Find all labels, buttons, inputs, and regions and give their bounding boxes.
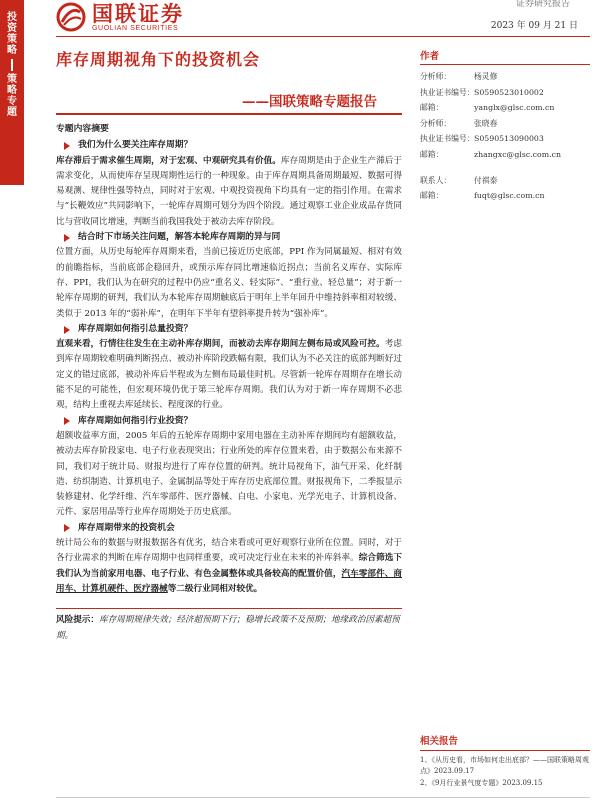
side-tab-char: 略: [7, 45, 17, 56]
brand-name-en: GUOLIAN SECURITIES: [92, 24, 179, 32]
related-report-link[interactable]: 2、《9月行业景气度专题》2023.09.15: [420, 778, 543, 787]
info-key: 邮箱：: [420, 103, 444, 113]
info-key: 执业证书编号：: [420, 87, 475, 97]
question-heading: 库存周期如何指引总量投资？: [56, 322, 402, 337]
logo-swirl-icon: [56, 2, 86, 32]
side-tab-divider: [11, 59, 13, 71]
triangle-bullet-icon: [64, 524, 70, 532]
report-body: [56, 122, 402, 644]
side-tab-char: 策: [7, 74, 17, 85]
paragraph: 库存滞后于需求催生周期，对于宏观、中观研究具有价值。库存周期是由于企业生产滞后于需求变化，从而使库存呈现周期性运行的一种现象。由于库存周期具备周期最短、数据可得易观测、规律性强等特点，同时对于宏观、中观投资视角下均具有一定的指引作用。在需求与“长鞭效应”共同影响下，一轮库存周期可划分为四个阶段。通过观察工业企业成品存货同比与营收同比增速，判断当前我国我处于被动去库存阶段。: [56, 155, 402, 227]
report-title: 库存周期视角下的投资机会: [56, 50, 261, 69]
info-value: 付祺泰: [474, 175, 498, 185]
info-key: 执业证书编号：: [420, 134, 475, 144]
author-info-row: [420, 100, 590, 116]
report-type-tag: 证券研究报告: [515, 0, 570, 9]
paragraph: 直观来看，行情往往发生在主动补库存期间，而被动去库存期间左侧布局或风险可控。考虑到库存周期较难明确判断拐点、被动补库阶段跌幅有限，我们认为不必关注的底部判断好过定义的错过底部，被动补库后半程或为左侧布局最佳时机。尽管新一轮库存周期存在增长动能不足的可能性，但宏观环境仍优于第三轮库存周期。我们认为对于新一库存周期不必悲观，结构上重视去库延续长、程度深的行业。: [56, 339, 402, 411]
author-info-row: [420, 147, 590, 163]
triangle-bullet-icon: [64, 326, 70, 334]
report-date: 2023 年 09 月 21 日: [490, 21, 578, 31]
paragraph: 超额收益率方面，2005 年后的五轮库存周期中家用电器在主动补库存期间均有超额收益，被动去库存阶段家电、电子行业表现突出；行业所处的库存位置来看，由于数据公布来源不同，我们对于统计局、财报均进行了库存位置的研判。统计局视角下，油气开采、化纤制造、纺织制造、计算机电子、金属制品等处于库存历史底部位置。财报视角下，二季报显示装修建材、化学纤维、汽车零部件、医疗器械、白电、小家电、光学光电子、计算机设备、元件、家居用品等行业库存周期处于历史底部。: [56, 430, 402, 518]
side-tab-char: 略: [7, 85, 17, 96]
info-value: 张晓春: [474, 118, 498, 128]
author-info-row: [420, 173, 590, 189]
title-divider: [56, 113, 402, 115]
info-value[interactable]: fuqt@glsc.com.cn: [474, 191, 545, 201]
side-tab-char: 策: [7, 34, 17, 45]
author-info-row: [420, 85, 590, 101]
section-label: 专题内容摘要: [56, 124, 109, 134]
author-info-row: [420, 116, 590, 132]
brand-logo: [56, 2, 184, 32]
triangle-bullet-icon: [64, 142, 70, 150]
question-heading: 库存周期如何指引行业投资？: [56, 414, 402, 429]
related-reports: [420, 736, 590, 789]
side-tab-char: 投: [7, 12, 17, 23]
info-value[interactable]: zhangxc@glsc.com.cn: [474, 149, 562, 159]
info-key: 邮箱：: [420, 149, 444, 159]
related-heading: 相关报告: [420, 736, 590, 751]
info-value[interactable]: yanglx@glsc.com.cn: [474, 103, 555, 113]
author-sidebar: [420, 48, 590, 204]
triangle-bullet-icon: [64, 417, 70, 425]
header-divider: [56, 36, 590, 37]
related-report-link[interactable]: 1、《从历史看，市场如何走出底部？——国联策略周观点》2023.09.17: [420, 755, 589, 776]
authors-heading: 作者: [420, 48, 590, 65]
info-key: 邮箱：: [420, 191, 444, 201]
side-tab-char: 专: [7, 96, 17, 107]
info-key: 分析师：: [420, 72, 452, 81]
side-tab-char: 资: [7, 23, 17, 34]
side-category-tab: [0, 0, 24, 185]
question-heading: 库存周期带来的投资机会: [56, 521, 402, 536]
brand-name-cn: 国联证券: [92, 0, 184, 26]
info-key: 联系人：: [420, 175, 452, 185]
paragraph: 统计局公布的数据与财报数据各有优劣，结合来看或可更好观察行业所在位置。同时，对于各行业需求的判断在库存周期中也同样重要，或可决定行业在未来的补库斜率。综合筛选下我们认为当前家用电器、电子行业、有色金属整体或具备较高的配置价值，汽车零部件、商用车、计算机硬件、医疗器械等二级行业同相对较优。: [56, 538, 402, 594]
info-key: 分析师：: [420, 118, 452, 128]
side-tab-char: 题: [7, 107, 17, 118]
author-info-row: [420, 188, 590, 204]
info-value: S0590523010002: [474, 87, 544, 97]
author-info-row: [420, 69, 590, 85]
question-heading: 我们为什么要关注库存周期？: [56, 138, 402, 153]
paragraph: 位置方面，从历史每轮库存周期来看，当前已接近历史底部，PPI 作为同属最短、相对有效的前瞻指标，当前底部企稳回升，或预示库存同比增速临近拐点；当前名义库存、实际库存、PPI，我们认为在研究的过程中仍应“重名义、轻实际”、“重行业、轻总量”；对于新一轮库存周期的研判，我们认为本轮库存周期触底后于明年上半年回升中维持斜率相对较缓、类似于 2013 年的“弱补库”，在明年下半年有望斜率提升转为“强补库”。: [56, 247, 402, 319]
triangle-bullet-icon: [64, 234, 70, 242]
footer-divider: [56, 797, 590, 798]
report-subtitle: ——国联策略专题报告: [242, 94, 377, 110]
info-value: 杨灵修: [474, 72, 498, 81]
info-value: S0590513090003: [474, 134, 544, 144]
question-heading: 结合时下市场关注问题，解答本轮库存周期的异与同: [56, 230, 402, 245]
author-info-row: [420, 131, 590, 147]
risk-warning: 风险提示：库存周期规律失效；经济超预期下行；稳增长政策不及预期；地缘政治因素超预期。: [56, 608, 402, 644]
